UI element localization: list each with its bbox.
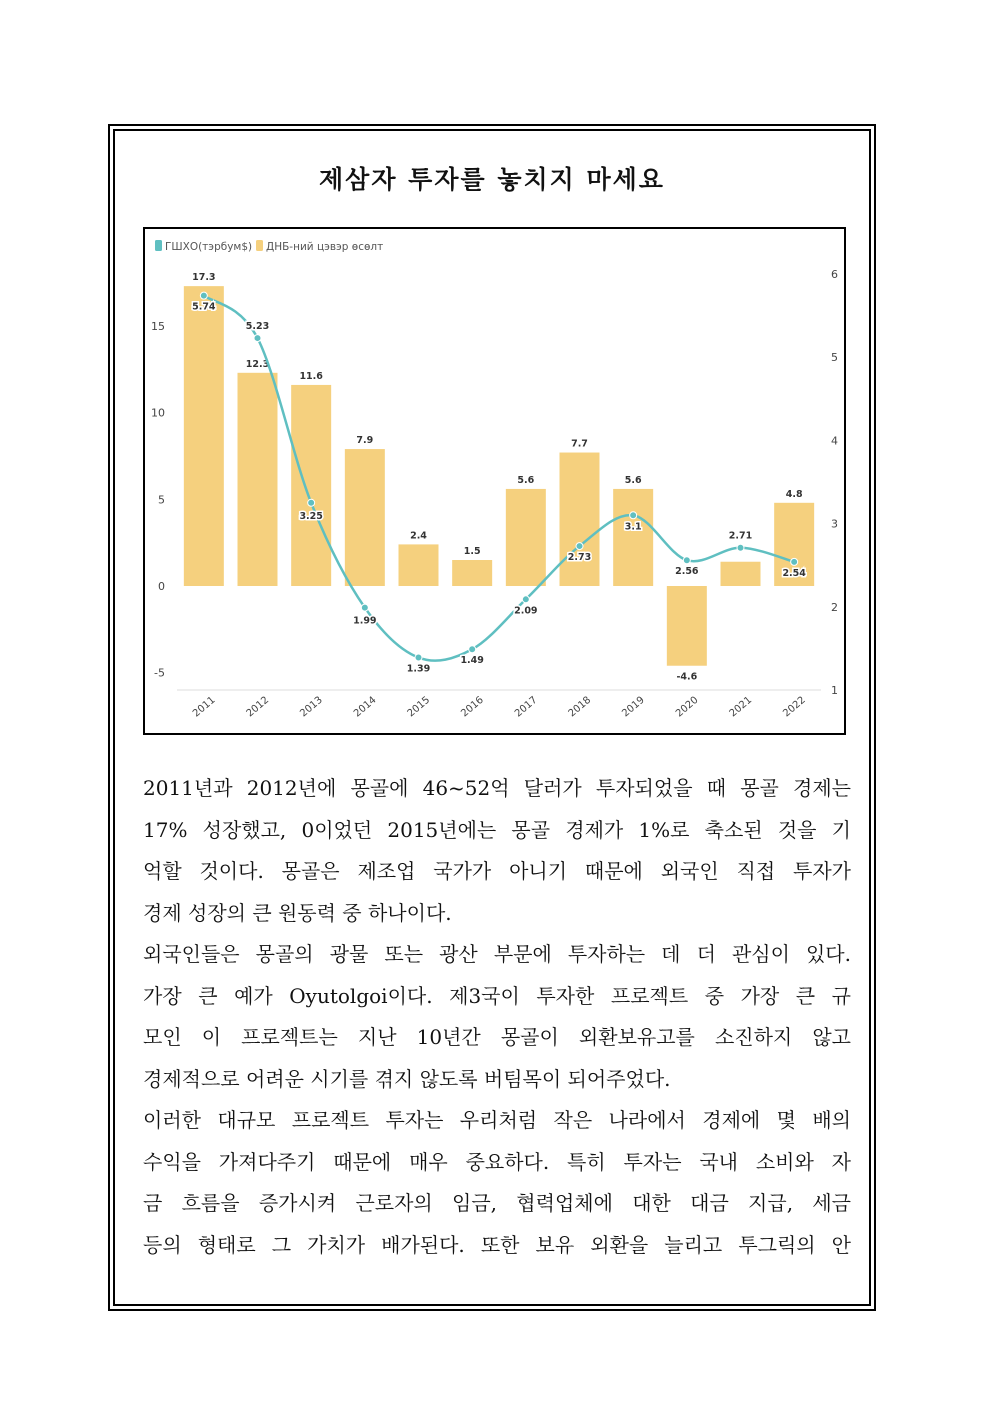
bar-data-label: 5.6 [517,474,535,486]
line-data-label: 1.99 [353,615,377,627]
paragraph-1 [143,768,851,934]
text-line: 이러한 대규모 프로젝트 투자는 우리처럼 작은 나라에서 경제에 몇 배의 [143,1108,851,1132]
bar [238,373,278,586]
right-axis-tick-label: 6 [831,268,838,281]
text-line: 모인 이 프로젝트는 지난 10년간 몽골이 외환보유고를 소진하지 않고 [143,1025,851,1049]
line-data-label: 5.74 [192,301,216,313]
bar [399,544,439,586]
legend-swatch-bar [256,240,263,251]
line-point [576,543,583,550]
combo-chart [145,229,844,733]
bar [721,562,761,586]
bar [291,385,331,586]
x-axis-tick-label: 2022 [781,694,808,720]
line-data-label: 1.39 [406,663,431,675]
text-line: 금 흐름을 증가시켜 근로자의 임금, 협력업체에 대한 대금 지급, 세금 [143,1191,851,1215]
x-axis-tick-label: 2012 [244,694,272,720]
bar-data-label: 2.4 [410,530,427,542]
legend-swatch-line [155,240,162,251]
text-line: 억할 것이다. 몽골은 제조업 국가가 아니기 때문에 외국인 직접 투자가 [143,859,851,883]
bar [560,453,600,586]
left-axis-tick-label: 15 [151,320,165,333]
bar-data-label: -4.6 [676,671,698,683]
line-point [522,596,529,603]
right-axis-tick-label: 2 [831,600,838,614]
chart-container [143,227,846,735]
document-title: 제삼자 투자를 놓치지 마세요 [319,165,665,194]
bar-data-label: 7.9 [356,435,374,447]
x-axis-tick-label: 2018 [566,694,594,720]
line-point [791,558,798,565]
x-axis-tick-label: 2020 [673,694,701,720]
line-data-label: 3.25 [299,510,323,522]
x-axis-tick-label: 2021 [727,694,755,720]
x-axis-tick-label: 2017 [512,694,540,720]
left-axis-tick-label: 10 [151,406,165,420]
line-data-label: 2.73 [567,552,592,564]
line-point [630,512,637,519]
bar-data-label: 1.5 [463,546,481,557]
bar-data-label: 5.6 [624,474,642,486]
bar [345,449,385,586]
body-text [143,768,851,1266]
line-point [469,646,476,653]
bar-data-label: 11.6 [299,370,323,382]
line-data-label: 5.23 [245,321,270,333]
bar-data-label: 17.3 [192,272,216,284]
line-point [361,604,368,611]
text-line: 외국인들은 몽골의 광물 또는 광산 부문에 투자하는 데 더 관심이 있다. [143,942,851,966]
right-axis-tick-label: 1 [831,684,838,697]
line-data-label: 2.54 [782,567,806,579]
line-point [415,654,422,661]
text-line: 경제적으로 어려운 시기를 겪지 않도록 버팀목이 되어주었다. [143,1066,671,1091]
x-axis-tick-label: 2013 [298,694,325,720]
left-axis-tick-label: 0 [158,580,165,593]
bar [613,489,653,586]
line-point [254,335,261,342]
line-point [683,557,690,564]
text-line: 경제 성장의 큰 원동력 중 하나이다. [143,900,452,925]
x-axis-tick-label: 2019 [620,694,647,720]
right-axis-tick-label: 3 [831,517,838,531]
text-line: 수익을 가져다주기 때문에 매우 중요하다. 특히 투자는 국내 소비와 자 [143,1149,851,1174]
line-data-label: 3.1 [624,521,642,533]
left-axis-tick-label: -5 [154,666,165,680]
text-line: 등의 형태로 그 가치가 배가된다. 또한 보유 외환을 늘리고 투그릭의 안 [143,1232,851,1257]
line-point [308,499,315,506]
line-point [200,292,207,299]
text-line: 17% 성장했고, 0이었던 2015년에는 몽골 경제가 1%로 축소된 것을 기 [143,817,851,842]
paragraph-3 [143,1100,851,1266]
line-data-label: 2.56 [675,566,699,578]
x-axis-tick-label: 2016 [459,694,486,720]
bar [184,286,224,586]
legend-label: ГШХО(тэрбум$) [165,241,253,253]
bar-data-label: 12.3 [245,358,270,370]
x-axis-tick-label: 2011 [190,694,218,720]
x-axis-tick-label: 2015 [405,694,433,720]
right-axis-tick-label: 4 [831,434,838,448]
line-point [737,544,744,551]
line-data-label: 1.49 [460,655,484,667]
right-axis-tick-label: 5 [831,351,838,365]
bar [506,489,546,586]
left-axis-tick-label: 5 [158,493,165,507]
bar-data-label: 7.7 [571,438,588,450]
line-data-label: 2.71 [728,530,753,542]
bar [667,586,707,666]
x-axis-tick-label: 2014 [351,694,379,720]
text-line: 2011년과 2012년에 몽골에 46~52억 달러가 투자되었을 때 몽골 경제는 [143,776,851,800]
text-line: 가장 큰 예가 Oyutolgoi이다. 제3국이 투자한 프로젝트 중 가장 큰 규 [143,983,851,1008]
bar-data-label: 4.8 [785,488,803,500]
bar [452,560,492,586]
line-data-label: 2.09 [514,605,538,617]
legend-label: ДНБ-ний цэвэр өсөлт [266,241,384,253]
paragraph-2 [143,934,851,1100]
